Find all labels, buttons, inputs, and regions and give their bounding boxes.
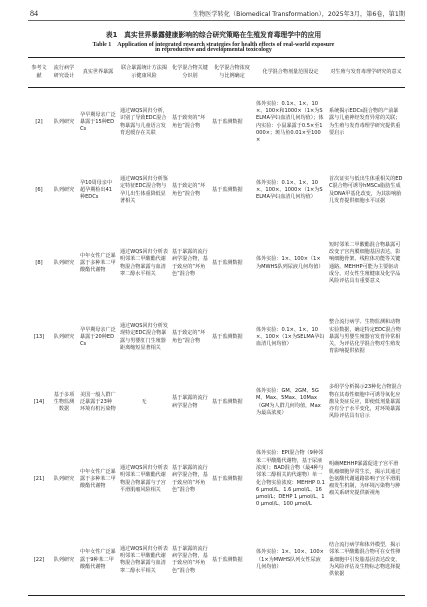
journal-citation: 生物医学转化（Biomedical Transformation），2025年3月，第6卷，第1期	[192, 11, 405, 18]
cell-significance: 结合流行病学和体外模型，揭示邻苯二甲酸酯混合物可在女性卵巢细胞中引发脂基因表达改变，为风险评估及生物标志物选择提供依据	[327, 526, 405, 596]
cell-concentration: 基于监测数据	[212, 119, 243, 126]
cell-design: 基于多项生物监测数据	[53, 391, 75, 413]
strategy-table	[28, 57, 405, 596]
cell-dose: 体外实验：GM、2GM、5GM、Max、5Max、10Max（GM为人群几何均值，Max为最高浓度）	[256, 387, 321, 416]
cell-design: 队列研究	[53, 259, 75, 266]
cell-dose: 体外实验：0.1×、1×、10×、100×、1000×（1×为SELMA孕妇血清几何均值）	[256, 179, 323, 201]
cell-significance: 明确MEHHP暴露促进子宫平滑肌瘤细胞异常生长，揭示其通过色氨酸代谢通路影响子宫平滑肌瘤发生机制，为环境污染物与肿瘤关系研究提供新视角	[329, 461, 401, 497]
cell-ref: [6]	[35, 186, 43, 193]
cell-stats: 通过WQS回归分析，识别了导致EDC混合物暴露与儿童语言发育迟缓存在关联	[120, 108, 168, 137]
cell-key-mixture: 基于致定的“坏角色”混合物	[172, 330, 206, 344]
cell-exposure: 中年女性广泛暴露于多种苯二甲酸酯代谢物	[80, 468, 116, 490]
cell-design: 队列研究	[53, 475, 75, 482]
col-header-concentration: 化学混合物浓度与比例确定	[210, 58, 254, 88]
cell-stats: 通过WQS回归分析发现特定EDC混合物暴露与男婴肛门生殖器距离缩短显著相关	[120, 322, 168, 351]
cell-stats: 通过WQS回归分析鉴定特征EDC混合物与孕儿出生体重降低显著相关	[120, 175, 168, 204]
table-caption-en-continued: in reproductive and developmental toxicology	[155, 47, 272, 53]
col-header-exposure: 真实世界暴露	[78, 58, 118, 88]
cell-stats: 通过WQS回归分析表明邻苯二甲酸酯代谢物混合物暴露与血清睾二醇水平相关	[118, 526, 170, 596]
table-row	[28, 434, 405, 526]
cell-dose: 体外实验：EPI混合物（9种邻苯二甲酸酯代谢物，基于尿液浓度）；BAD混合物（最4种与邻苯二醇相关的代谢物）单一化合物实验浓度：MEHHP 0.16 μmol/L、1.6 μmol/L、16 μmol/L；DEHP 1 μmol/L、10 μmol/L、100 μmol/L	[256, 450, 325, 508]
cell-dose: 体外实验：1×、10×、100×（1×为MWHS队列女性尿液几何均值）	[254, 526, 327, 596]
cell-significance: 系统揭示EDCs混合物的产前暴露与儿童神经发育异常的关联；为生殖与发育毒理学研究提供重要启示	[329, 108, 401, 137]
cell-stats: 通过WQS回归分析表明邻苯二甲酸酯代谢物混合物暴露与子宫平滑肌瘤风险相关	[120, 464, 168, 493]
cell-key-mixture: 基于暴露的流行病学混合物	[172, 395, 208, 409]
col-header-key-mixture: 化学混合物关键分识别	[170, 58, 210, 88]
cell-ref: [13]	[33, 333, 45, 340]
cell-ref: [22]	[28, 526, 50, 596]
cell-key-mixture: 基于暴露的流行病学混合物，基于致应的“坏角色”混合物	[170, 526, 210, 596]
table-row	[28, 372, 405, 434]
cell-design: 队列研究	[53, 333, 75, 340]
col-header-stats: 联合暴露统计方法揭示健康风险	[118, 58, 170, 88]
table-row	[28, 158, 405, 224]
cell-concentration: 基于监测数据	[212, 398, 243, 405]
cell-ref: [8]	[35, 259, 43, 266]
col-header-dose: 化学混合物剂量范围设定	[254, 58, 327, 88]
cell-concentration: 基于监测数据	[212, 259, 243, 266]
cell-dose: 体外实验：0.1×、1×、10×、100×（1×为SELMA孕妇血清几何均值）	[256, 326, 325, 348]
cell-ref: [21]	[33, 475, 45, 482]
table-row	[28, 304, 405, 372]
cell-design: 队列研究	[53, 119, 75, 126]
cell-concentration: 基于监测数据	[212, 333, 243, 340]
cell-design: 队列研究	[50, 526, 78, 596]
cell-ref: [14]	[33, 398, 45, 405]
cell-stats: 通过WQS回归分析表明邻苯二甲酸酯代谢物混合物暴露与血清睾二醇水平相关	[120, 248, 168, 277]
cell-key-mixture: 基于致定的“坏角色”混合物	[172, 183, 206, 197]
cell-design: 队列研究	[53, 186, 75, 193]
col-header-ref: 参考文献	[28, 58, 50, 88]
cell-significance: 整合流行病学、生物监测和动物实验数据，确定特定EDC混合物暴露与男婴生殖器官发育异常相关，为评估化学混合物对生殖发育影响提供依据	[329, 319, 401, 355]
cell-exposure: 中年女性广泛暴露于9种苯二甲酸酯代谢物	[78, 526, 118, 596]
table-caption-en: Table 1 Application of integrated research strategies for health effects of real-world exposure	[92, 42, 335, 48]
table-header-row	[28, 58, 405, 88]
table-caption-cn: 表1 真实世界暴露健康影响的综合研究策略在生殖发育毒理学中的应用	[105, 31, 322, 39]
cell-exposure: 孕早期母亲广泛暴露于20种EDCs	[80, 326, 116, 348]
cell-exposure: 中年女性广泛暴露于多种苯二甲酸酯代谢物	[80, 252, 116, 274]
page-number: 84	[30, 9, 38, 18]
cell-exposure: 美国一般人群广泛暴露于23种环境有机污染物	[80, 391, 116, 413]
col-header-significance: 对生殖与发育毒理学研究的意义	[327, 58, 405, 88]
cell-concentration: 基于监测数据	[212, 475, 243, 482]
table-row	[28, 526, 405, 596]
cell-exposure: 孕早期母亲广泛暴露于15种EDCs	[80, 111, 116, 133]
cell-key-mixture: 基于暴露的流行病学混合物，基于致应的“坏角色”混合物	[172, 248, 208, 277]
cell-key-mixture: 基于暴露的流行病学混合物，基于致应的“坏角色”混合物	[172, 464, 208, 493]
cell-exposure: 孕10周母亲中超孕期检出41种EDCs	[80, 179, 112, 201]
cell-stats: 无	[141, 398, 147, 405]
table-row	[28, 224, 405, 304]
table-row	[28, 88, 405, 158]
cell-concentration: 基于监测数据	[212, 186, 243, 193]
cell-concentration: 基于监测数据	[210, 526, 254, 596]
page-header	[0, 0, 427, 26]
cell-dose: 体外实验：1×、100×（1×为MWHS队列尿液几何均值）	[256, 256, 324, 270]
header-rule	[28, 20, 405, 21]
cell-significance: 短时邻苯二甲酸酯混合物暴露可改变子宫内膜细胞基因表达，影响细胞骨架、线粒体功能等关键通路。MEHHP可能为主要驱动成分，对女性生殖健康及化学品风险评估具有重要意义	[329, 241, 401, 285]
cell-ref: [2]	[35, 119, 43, 126]
col-header-design: 流行病学研究设计	[50, 58, 78, 88]
cell-significance: 首次证实与低出生体重相关的EDC混合物可诱导hMSCs脂肪生成及DNA甲基化改变，为其影响胎儿发育提供细胞水平证据	[329, 175, 403, 204]
cell-significance: 多组学分析揭示23种化合物混合物在其毒性细胞中可诱导氧化应激及炎症反应，即使低剂量暴露亦有分子水平变化，对环境暴露风险评估具有启示	[329, 384, 402, 420]
cell-key-mixture: 基于致突的“坏角色”混合物	[172, 115, 206, 129]
cell-dose: 体外实验：0.1×、1×、10×、100×和1000×（1×为SELMA孕妇血清几何均值）；体内实验：小鼠暴露于0.5×至1000×；斑马鱼0.01×至100×	[256, 100, 324, 144]
